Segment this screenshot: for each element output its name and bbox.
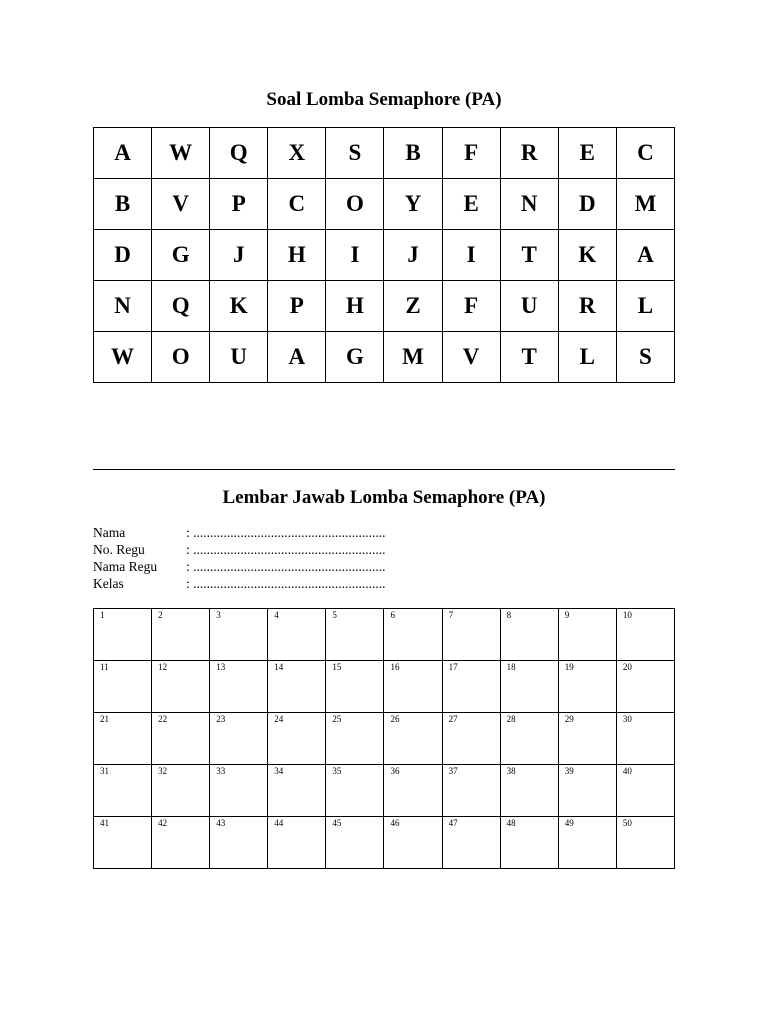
answer-cell[interactable]: 32 (152, 765, 210, 817)
soal-letter-cell: J (384, 230, 442, 281)
answer-cell[interactable]: 44 (268, 817, 326, 869)
answer-row (94, 817, 675, 869)
answer-cell[interactable]: 43 (210, 817, 268, 869)
answer-cell[interactable]: 10 (616, 609, 674, 661)
answer-cell[interactable]: 1 (94, 609, 152, 661)
soal-letter-cell: N (94, 281, 152, 332)
answer-cell[interactable]: 25 (326, 713, 384, 765)
answer-cell[interactable]: 38 (500, 765, 558, 817)
soal-letter-cell: S (326, 128, 384, 179)
soal-letter-cell: S (616, 332, 674, 383)
form-fill-line[interactable]: : ......................................................... (186, 576, 386, 591)
soal-letter-cell: L (616, 281, 674, 332)
soal-letter-cell: B (384, 128, 442, 179)
soal-letter-cell: I (442, 230, 500, 281)
soal-letter-cell: H (268, 230, 326, 281)
answer-cell[interactable]: 14 (268, 661, 326, 713)
answer-cell[interactable]: 24 (268, 713, 326, 765)
answer-grid (93, 608, 675, 869)
answer-cell[interactable]: 37 (442, 765, 500, 817)
answer-cell[interactable]: 36 (384, 765, 442, 817)
answer-cell[interactable]: 42 (152, 817, 210, 869)
soal-letter-cell: U (210, 332, 268, 383)
answer-cell[interactable]: 48 (500, 817, 558, 869)
soal-letter-cell: D (558, 179, 616, 230)
form-fill-line[interactable]: : ......................................................... (186, 525, 386, 540)
soal-letter-cell: G (152, 230, 210, 281)
soal-row (94, 332, 675, 383)
answer-cell[interactable]: 9 (558, 609, 616, 661)
soal-row (94, 179, 675, 230)
soal-row (94, 281, 675, 332)
soal-letter-cell: Q (152, 281, 210, 332)
form-fill-line[interactable]: : ......................................................... (186, 559, 386, 574)
soal-letter-cell: P (210, 179, 268, 230)
answer-cell[interactable]: 20 (616, 661, 674, 713)
answer-cell[interactable]: 33 (210, 765, 268, 817)
answer-cell[interactable]: 15 (326, 661, 384, 713)
answer-cell[interactable]: 45 (326, 817, 384, 869)
answer-cell[interactable]: 47 (442, 817, 500, 869)
answer-cell[interactable]: 50 (616, 817, 674, 869)
soal-letter-cell: O (152, 332, 210, 383)
soal-letter-cell: E (442, 179, 500, 230)
answer-cell[interactable]: 18 (500, 661, 558, 713)
soal-letter-cell: O (326, 179, 384, 230)
soal-letter-cell: H (326, 281, 384, 332)
soal-letter-cell: L (558, 332, 616, 383)
soal-letter-cell: Q (210, 128, 268, 179)
form-fill-line[interactable]: : ......................................................... (186, 542, 386, 557)
soal-letter-cell: W (94, 332, 152, 383)
answer-cell[interactable]: 46 (384, 817, 442, 869)
answer-cell[interactable]: 41 (94, 817, 152, 869)
soal-letter-cell: C (268, 179, 326, 230)
form-label: Nama (93, 525, 126, 540)
soal-letter-cell: B (94, 179, 152, 230)
soal-letter-cell: T (500, 230, 558, 281)
answer-row (94, 713, 675, 765)
form-label: Nama Regu (93, 559, 158, 574)
soal-letter-cell: R (558, 281, 616, 332)
answer-cell[interactable]: 4 (268, 609, 326, 661)
answer-cell[interactable]: 23 (210, 713, 268, 765)
soal-letter-cell: I (326, 230, 384, 281)
answer-cell[interactable]: 17 (442, 661, 500, 713)
answer-cell[interactable]: 26 (384, 713, 442, 765)
answer-cell[interactable]: 2 (152, 609, 210, 661)
soal-title: Soal Lomba Semaphore (PA) (266, 89, 502, 110)
soal-letter-grid (93, 127, 675, 383)
answer-cell[interactable]: 28 (500, 713, 558, 765)
soal-letter-cell: K (210, 281, 268, 332)
soal-letter-cell: D (94, 230, 152, 281)
soal-letter-cell: N (500, 179, 558, 230)
answer-cell[interactable]: 11 (94, 661, 152, 713)
answer-cell[interactable]: 49 (558, 817, 616, 869)
answer-cell[interactable]: 22 (152, 713, 210, 765)
soal-row (94, 230, 675, 281)
soal-letter-cell: M (384, 332, 442, 383)
soal-letter-cell: Z (384, 281, 442, 332)
answer-row (94, 765, 675, 817)
answer-cell[interactable]: 40 (616, 765, 674, 817)
answer-cell[interactable]: 6 (384, 609, 442, 661)
soal-letter-cell: K (558, 230, 616, 281)
section-divider (93, 469, 675, 470)
soal-row (94, 128, 675, 179)
soal-letter-cell: A (268, 332, 326, 383)
answer-cell[interactable]: 5 (326, 609, 384, 661)
form-row (93, 524, 386, 541)
soal-letter-cell: A (616, 230, 674, 281)
answer-cell[interactable]: 34 (268, 765, 326, 817)
soal-letter-cell: Y (384, 179, 442, 230)
answer-cell[interactable]: 7 (442, 609, 500, 661)
answer-cell[interactable]: 30 (616, 713, 674, 765)
soal-letter-cell: V (152, 179, 210, 230)
form-label: No. Regu (93, 542, 145, 557)
answer-cell[interactable]: 16 (384, 661, 442, 713)
soal-letter-cell: M (616, 179, 674, 230)
soal-letter-cell: R (500, 128, 558, 179)
answer-cell[interactable]: 27 (442, 713, 500, 765)
identity-form (93, 524, 386, 592)
answer-cell[interactable]: 3 (210, 609, 268, 661)
answer-row (94, 661, 675, 713)
soal-letter-cell: A (94, 128, 152, 179)
soal-letter-cell: C (616, 128, 674, 179)
soal-letter-cell: G (326, 332, 384, 383)
soal-letter-cell: J (210, 230, 268, 281)
answer-cell[interactable]: 19 (558, 661, 616, 713)
soal-letter-cell: T (500, 332, 558, 383)
answer-cell[interactable]: 35 (326, 765, 384, 817)
answer-cell[interactable]: 21 (94, 713, 152, 765)
soal-letter-cell: U (500, 281, 558, 332)
form-row (93, 558, 386, 575)
form-row (93, 575, 386, 592)
soal-letter-cell: E (558, 128, 616, 179)
soal-letter-cell: F (442, 128, 500, 179)
jawab-title: Lembar Jawab Lomba Semaphore (PA) (222, 487, 546, 508)
form-row (93, 541, 386, 558)
soal-letter-cell: F (442, 281, 500, 332)
soal-letter-cell: P (268, 281, 326, 332)
answer-cell[interactable]: 29 (558, 713, 616, 765)
soal-letter-cell: X (268, 128, 326, 179)
form-label: Kelas (93, 576, 124, 591)
answer-cell[interactable]: 12 (152, 661, 210, 713)
answer-row (94, 609, 675, 661)
answer-cell[interactable]: 31 (94, 765, 152, 817)
answer-cell[interactable]: 8 (500, 609, 558, 661)
soal-letter-cell: W (152, 128, 210, 179)
soal-letter-cell: V (442, 332, 500, 383)
answer-cell[interactable]: 39 (558, 765, 616, 817)
answer-cell[interactable]: 13 (210, 661, 268, 713)
